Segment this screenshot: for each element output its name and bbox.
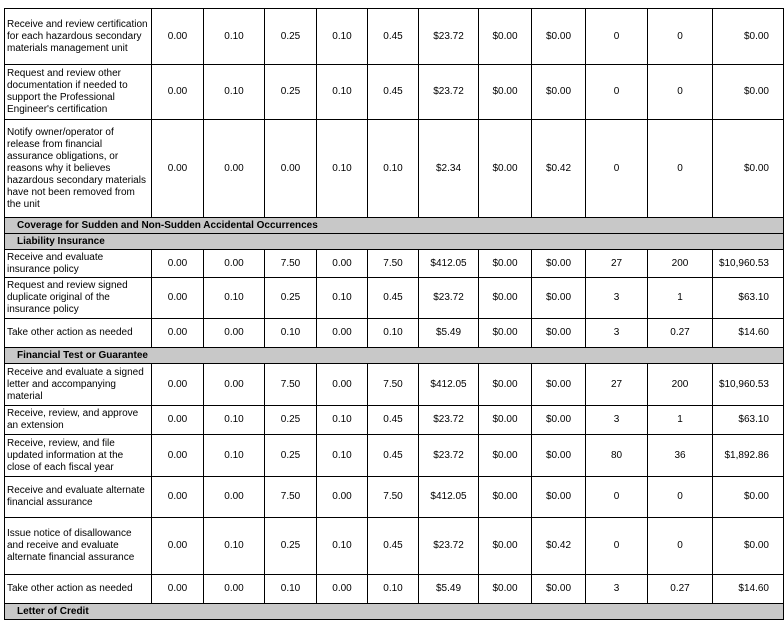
table-cell: 0 — [648, 518, 713, 575]
table-cell: 7.50 — [368, 250, 419, 278]
table-cell: 7.50 — [368, 364, 419, 406]
table-cell: $14.60 — [713, 319, 784, 348]
table-row — [5, 9, 784, 65]
table-cell: $5.49 — [419, 575, 479, 604]
section-header-row — [5, 218, 784, 234]
table-cell: $0.00 — [713, 477, 784, 518]
table-cell: 0.10 — [317, 65, 368, 120]
table-cell: 0.25 — [265, 406, 317, 435]
table-cell: 0 — [586, 65, 648, 120]
table-cell: $0.00 — [479, 435, 532, 477]
table-cell: 3 — [586, 319, 648, 348]
table-cell: 7.50 — [265, 250, 317, 278]
table-cell: $0.00 — [713, 120, 784, 218]
table-cell: $0.00 — [713, 9, 784, 65]
table-cell: 0.00 — [152, 278, 204, 319]
table-cell: $412.05 — [419, 477, 479, 518]
table-cell: 0 — [586, 477, 648, 518]
table-cell: $0.00 — [532, 319, 586, 348]
table-cell: 0.00 — [152, 250, 204, 278]
table-cell: 0.00 — [204, 364, 265, 406]
table-row — [5, 406, 784, 435]
table-row — [5, 120, 784, 218]
table-cell: 0.00 — [152, 364, 204, 406]
table-cell: $23.72 — [419, 65, 479, 120]
table-cell: 0.00 — [152, 575, 204, 604]
table-cell: 0.10 — [368, 575, 419, 604]
table-cell: $0.00 — [479, 278, 532, 319]
table-cell: $0.00 — [479, 406, 532, 435]
table-cell: 0.45 — [368, 65, 419, 120]
table-cell: 0.45 — [368, 278, 419, 319]
table-cell: 0.25 — [265, 435, 317, 477]
table-cell: 0.10 — [317, 120, 368, 218]
table-cell: 80 — [586, 435, 648, 477]
activity-description: Request and review other documentation if needed to support the Professional Engineer's certification — [5, 65, 152, 120]
table-cell: 0.45 — [368, 518, 419, 575]
section-header-row — [5, 234, 784, 250]
table-cell: 200 — [648, 364, 713, 406]
table-cell: 0.00 — [204, 120, 265, 218]
activity-description: Request and review signed duplicate original of the insurance policy — [5, 278, 152, 319]
section-header-row — [5, 348, 784, 364]
table-cell: $0.00 — [532, 9, 586, 65]
table-cell: 0.25 — [265, 518, 317, 575]
activity-description: Receive and evaluate a signed letter and accompanying material — [5, 364, 152, 406]
table-cell: $412.05 — [419, 364, 479, 406]
table-cell: 0.10 — [317, 9, 368, 65]
table-cell: $0.00 — [532, 435, 586, 477]
burden-cost-table — [4, 8, 784, 620]
table-cell: 0.00 — [317, 477, 368, 518]
table-cell: 0.10 — [204, 518, 265, 575]
table-cell: $0.00 — [713, 65, 784, 120]
table-cell: $10,960.53 — [713, 364, 784, 406]
table-cell: $23.72 — [419, 435, 479, 477]
table-cell: $0.00 — [479, 364, 532, 406]
table-cell: 7.50 — [265, 364, 317, 406]
activity-description: Receive and evaluate alternate financial assurance — [5, 477, 152, 518]
table-cell: 0.00 — [152, 65, 204, 120]
table-cell: $23.72 — [419, 9, 479, 65]
table-cell: $63.10 — [713, 278, 784, 319]
table-cell: $0.42 — [532, 518, 586, 575]
table-row — [5, 250, 784, 278]
table-cell: 0.00 — [152, 477, 204, 518]
table-cell: $0.00 — [479, 518, 532, 575]
table-cell: 0.00 — [204, 575, 265, 604]
table-cell: 0.00 — [265, 120, 317, 218]
table-cell: $0.00 — [479, 250, 532, 278]
table-cell: 0.10 — [265, 575, 317, 604]
table-cell: $0.00 — [479, 65, 532, 120]
table-cell: $0.00 — [532, 406, 586, 435]
table-row — [5, 319, 784, 348]
table-cell: 0 — [648, 120, 713, 218]
table-cell: $5.49 — [419, 319, 479, 348]
table-cell: 0.00 — [317, 575, 368, 604]
table-cell: 0.00 — [317, 250, 368, 278]
table-row — [5, 518, 784, 575]
table-cell: 0.00 — [152, 518, 204, 575]
table-cell: $0.00 — [479, 319, 532, 348]
table-cell: 1 — [648, 278, 713, 319]
table-cell: 0.45 — [368, 435, 419, 477]
table-cell: 0.10 — [204, 406, 265, 435]
table-cell: $14.60 — [713, 575, 784, 604]
table-cell: $23.72 — [419, 406, 479, 435]
table-cell: $0.00 — [532, 65, 586, 120]
table-cell: $10,960.53 — [713, 250, 784, 278]
table-cell: 0.45 — [368, 9, 419, 65]
table-cell: 0 — [586, 120, 648, 218]
activity-description: Issue notice of disallowance and receive and evaluate alternate financial assurance — [5, 518, 152, 575]
table-cell: 0.10 — [368, 319, 419, 348]
table-cell: $0.00 — [479, 9, 532, 65]
table-cell: 0.25 — [265, 9, 317, 65]
table-cell: 0.00 — [152, 406, 204, 435]
table-cell: 0.10 — [204, 65, 265, 120]
table-cell: 0.00 — [152, 319, 204, 348]
table-row — [5, 575, 784, 604]
section-header: Coverage for Sudden and Non-Sudden Accidental Occurrences — [5, 218, 784, 234]
table-cell: 36 — [648, 435, 713, 477]
table-row — [5, 435, 784, 477]
section-header: Financial Test or Guarantee — [5, 348, 784, 364]
table-cell: 0 — [648, 65, 713, 120]
table-cell: $2.34 — [419, 120, 479, 218]
table-cell: 0.00 — [317, 364, 368, 406]
table-cell: $0.00 — [532, 477, 586, 518]
table-cell: 0.00 — [152, 9, 204, 65]
table-cell: 0.25 — [265, 65, 317, 120]
table-cell: $0.00 — [479, 120, 532, 218]
table-cell: $0.00 — [532, 278, 586, 319]
section-header-row — [5, 604, 784, 620]
table-cell: 0 — [586, 9, 648, 65]
table-cell: 0.10 — [368, 120, 419, 218]
table-cell: 0.00 — [204, 319, 265, 348]
table-cell: 0 — [586, 518, 648, 575]
table-row — [5, 477, 784, 518]
table-cell: $0.00 — [479, 575, 532, 604]
table-cell: 3 — [586, 278, 648, 319]
table-cell: 0.27 — [648, 575, 713, 604]
table-cell: $63.10 — [713, 406, 784, 435]
table-cell: 0.10 — [317, 518, 368, 575]
table-cell: 1 — [648, 406, 713, 435]
table-cell: 7.50 — [368, 477, 419, 518]
table-cell: 0.10 — [204, 278, 265, 319]
table-cell: 0.00 — [152, 435, 204, 477]
table-cell: 0.27 — [648, 319, 713, 348]
table-cell: $412.05 — [419, 250, 479, 278]
table-row — [5, 364, 784, 406]
table-cell: 3 — [586, 406, 648, 435]
table-cell: 0.45 — [368, 406, 419, 435]
table-cell: 0.10 — [204, 9, 265, 65]
table-cell: 0.00 — [204, 477, 265, 518]
activity-description: Notify owner/operator of release from financial assurance obligations, or reasons why it believes hazardous secondary materials have not been removed from the unit — [5, 120, 152, 218]
table-cell: 0.10 — [265, 319, 317, 348]
table-cell: $23.72 — [419, 518, 479, 575]
table-cell: $23.72 — [419, 278, 479, 319]
table-cell: 0.25 — [265, 278, 317, 319]
table-cell: $0.42 — [532, 120, 586, 218]
table-row — [5, 65, 784, 120]
table-row — [5, 278, 784, 319]
table-cell: 27 — [586, 364, 648, 406]
table-cell: $0.00 — [532, 364, 586, 406]
table-cell: 0.10 — [317, 406, 368, 435]
section-header: Liability Insurance — [5, 234, 784, 250]
activity-description: Take other action as needed — [5, 319, 152, 348]
table-cell: 0.00 — [204, 250, 265, 278]
table-cell: 0.10 — [317, 278, 368, 319]
activity-description: Receive and review certification for each hazardous secondary materials management unit — [5, 9, 152, 65]
activity-description: Receive, review, and file updated information at the close of each fiscal year — [5, 435, 152, 477]
activity-description: Receive, review, and approve an extension — [5, 406, 152, 435]
table-cell: 0 — [648, 477, 713, 518]
table-cell: $0.00 — [713, 518, 784, 575]
table-cell: 27 — [586, 250, 648, 278]
table-cell: $1,892.86 — [713, 435, 784, 477]
table-cell: 0.00 — [152, 120, 204, 218]
table-cell: 200 — [648, 250, 713, 278]
table-cell: 0.00 — [317, 319, 368, 348]
table-cell: 0 — [648, 9, 713, 65]
table-cell: $0.00 — [532, 250, 586, 278]
table-cell: 0.10 — [204, 435, 265, 477]
table-cell: 3 — [586, 575, 648, 604]
table-cell: 0.10 — [317, 435, 368, 477]
activity-description: Take other action as needed — [5, 575, 152, 604]
table-cell: $0.00 — [532, 575, 586, 604]
section-header: Letter of Credit — [5, 604, 784, 620]
activity-description: Receive and evaluate insurance policy — [5, 250, 152, 278]
table-cell: 7.50 — [265, 477, 317, 518]
table-cell: $0.00 — [479, 477, 532, 518]
